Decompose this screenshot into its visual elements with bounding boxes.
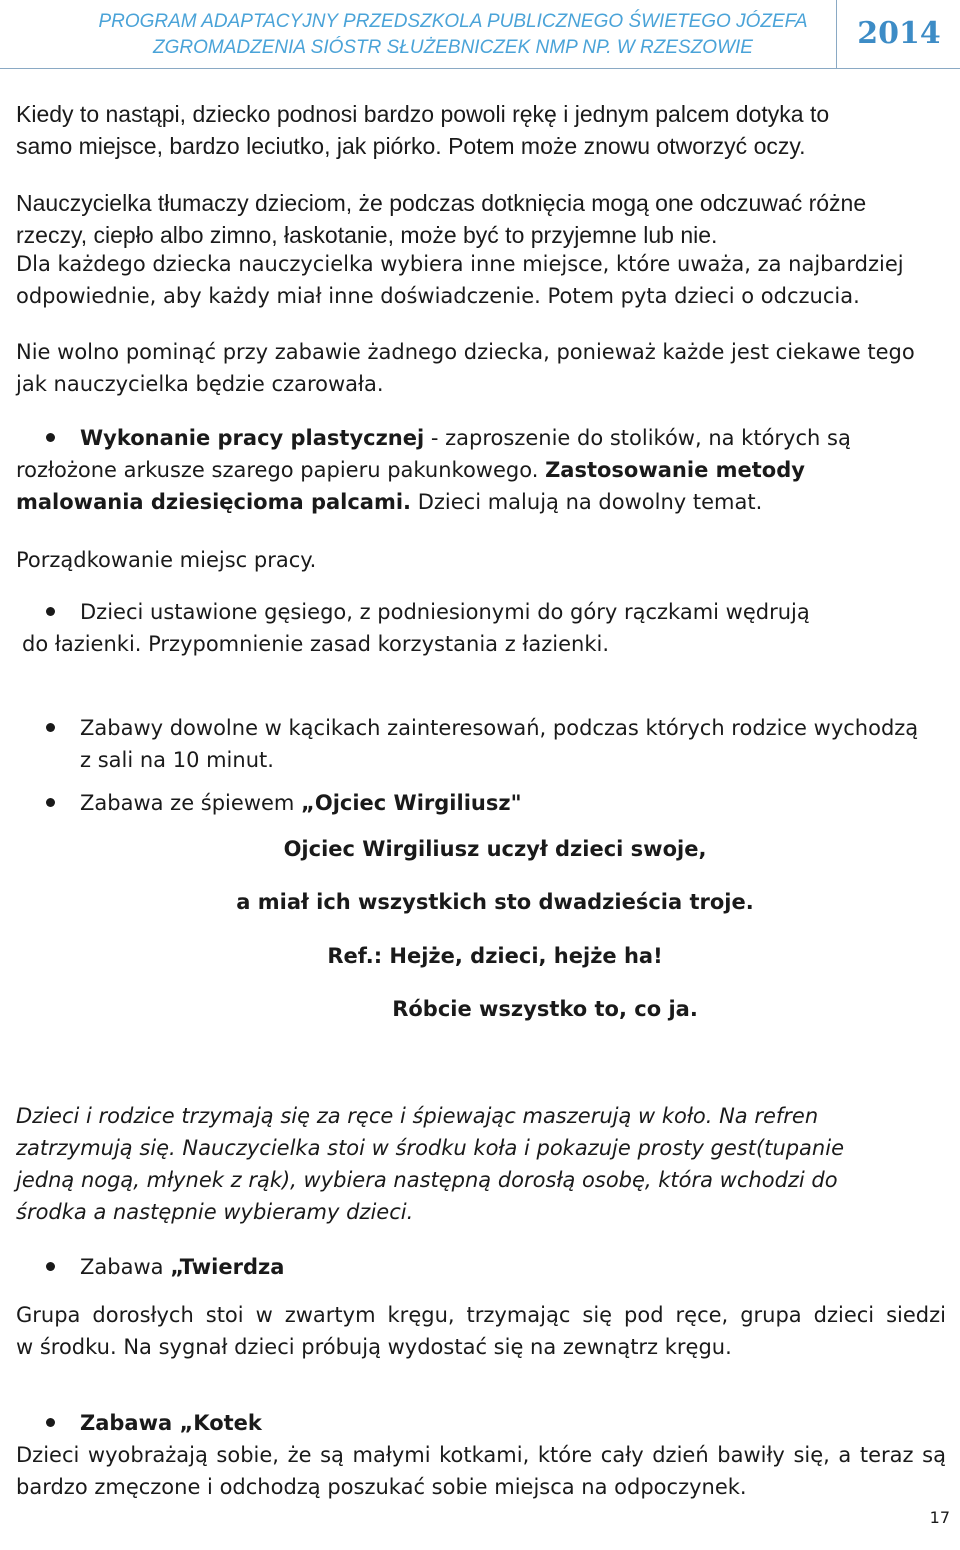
- bullet-icon: [46, 1262, 55, 1271]
- text-line: do łazienki. Przypomnienie zasad korzystania z łazienki.: [22, 632, 610, 656]
- text-span: - zaproszenie do stolików, na których są: [424, 426, 851, 450]
- text-line: rzeczy, ciepło albo zimno, łaskotanie, może być to przyjemne lub nie.: [16, 222, 718, 248]
- text-span: rozłożone arkusze szarego papieru pakunkowego.: [16, 458, 546, 482]
- bullet-art-work: [16, 422, 951, 518]
- text-line: jedną nogą, młynek z rąk), wybiera następną dorosłą osobę, która wchodzi do: [16, 1168, 838, 1192]
- paragraph-touch-1: [16, 98, 946, 162]
- text-line: Nie wolno pominąć przy zabawie żadnego dziecka, ponieważ każde jest ciekawe tego: [16, 340, 915, 364]
- text-line: Kiedy to nastąpi, dziecko podnosi bardzo powoli rękę i jednym palcem dotyka to: [16, 101, 830, 127]
- bold-text: Ojciec Wirgiliusz uczył dzieci swoje,: [283, 837, 707, 861]
- bullet-song-game: [80, 787, 950, 819]
- text-line: odpowiednie, aby każdy miał inne doświadczenie. Potem pyta dzieci o odczucia.: [16, 284, 860, 308]
- bold-text: Zastosowanie metody: [545, 458, 805, 482]
- bold-text: „Ojciec Wirgiliusz": [301, 791, 522, 815]
- text-line: Grupa dorosłych stoi w zwartym kręgu, trzymając się pod ręce, grupa dzieci siedzi: [16, 1303, 946, 1327]
- bold-text: „Twierdza: [170, 1255, 285, 1279]
- text-line: bardzo zmęczone i odchodzą poszukać sobie miejsca na odpoczynek.: [16, 1475, 747, 1499]
- paragraph-every-child: [16, 336, 951, 400]
- song-line: [0, 886, 960, 918]
- paragraph-fortress-description: [16, 1299, 946, 1363]
- song-line: [0, 993, 960, 1025]
- bold-text: Róbcie wszystko to, co ja.: [392, 997, 698, 1021]
- paragraph-touch-3: [16, 248, 951, 312]
- bold-text: Zabawa „Kotek: [80, 1411, 262, 1435]
- paragraph-touch-2: [16, 187, 946, 251]
- header-title-line1: PROGRAM ADAPTACYJNY PRZEDSZKOLA PUBLICZNEGO ŚWIETEGO JÓZEFA: [98, 11, 808, 32]
- text-line: zatrzymują się. Nauczycielka stoi w środku koła i pokazuje prosty gest(tupanie: [16, 1136, 844, 1160]
- bullet-kitten-game: [80, 1407, 950, 1439]
- text-line: Dzieci wyobrażają sobie, że są małymi kotkami, które cały dzień bawiły się, a teraz są: [16, 1443, 946, 1467]
- paragraph-cleanup: Porządkowanie miejsc pracy.: [16, 548, 317, 572]
- text-line: samo miejsce, bardzo leciutko, jak piórko. Potem może znowu otworzyć oczy.: [16, 133, 806, 159]
- bold-text: Wykonanie pracy plastycznej: [80, 426, 425, 450]
- bold-text: malowania dziesięcioma palcami.: [16, 490, 412, 514]
- bold-text: a miał ich wszystkich sto dwadzieścia troje.: [236, 890, 754, 914]
- paragraph-song-instructions: [16, 1100, 951, 1228]
- bullet-fortress-game: [80, 1251, 950, 1283]
- text-span: Zabawa ze śpiewem: [80, 791, 302, 815]
- bullet-icon: [46, 723, 55, 732]
- text-line: Zabawy dowolne w kącikach zainteresowań, podczas których rodzice wychodzą: [80, 716, 919, 740]
- header-divider: [0, 68, 960, 69]
- text-line: Dzieci i rodzice trzymają się za ręce i śpiewając maszerują w koło. Na refren: [16, 1104, 819, 1128]
- song-refrain: [0, 940, 960, 972]
- bullet-free-play: [80, 712, 950, 776]
- bold-text: Ref.: Hejże, dzieci, hejże ha!: [327, 944, 663, 968]
- text-line: w środku. Na sygnał dzieci próbują wydostać się na zewnątrz kręgu.: [16, 1335, 732, 1359]
- header-title-line2: ZGROMADZENIA SIÓSTR SŁUŻEBNICZEK NMP NP. W RZESZOWIE: [153, 37, 753, 58]
- paragraph-kitten-description: [16, 1439, 946, 1503]
- text-line: środka a następnie wybieramy dzieci.: [16, 1200, 414, 1224]
- header-year: 2014: [836, 0, 960, 68]
- bullet-icon: [46, 1418, 55, 1427]
- song-line: [0, 833, 960, 865]
- text-line: Dzieci ustawione gęsiego, z podniesionymi do góry rączkami wędrują: [80, 600, 810, 624]
- page-header: [0, 0, 960, 70]
- page-number: 17: [929, 1508, 950, 1527]
- header-title: [78, 9, 828, 61]
- text-line: z sali na 10 minut.: [80, 748, 274, 772]
- text-line: Nauczycielka tłumaczy dzieciom, że podczas dotknięcia mogą one odczuwać różne: [16, 190, 867, 216]
- text-line: Dla każdego dziecka nauczycielka wybiera inne miejsce, które uważa, za najbardziej: [16, 252, 904, 276]
- text-line: jak nauczycielka będzie czarowała.: [16, 372, 384, 396]
- bullet-icon: [46, 798, 55, 807]
- text-span: Dzieci malują na dowolny temat.: [411, 490, 763, 514]
- text-span: Zabawa: [80, 1255, 171, 1279]
- bullet-bathroom: [22, 596, 952, 660]
